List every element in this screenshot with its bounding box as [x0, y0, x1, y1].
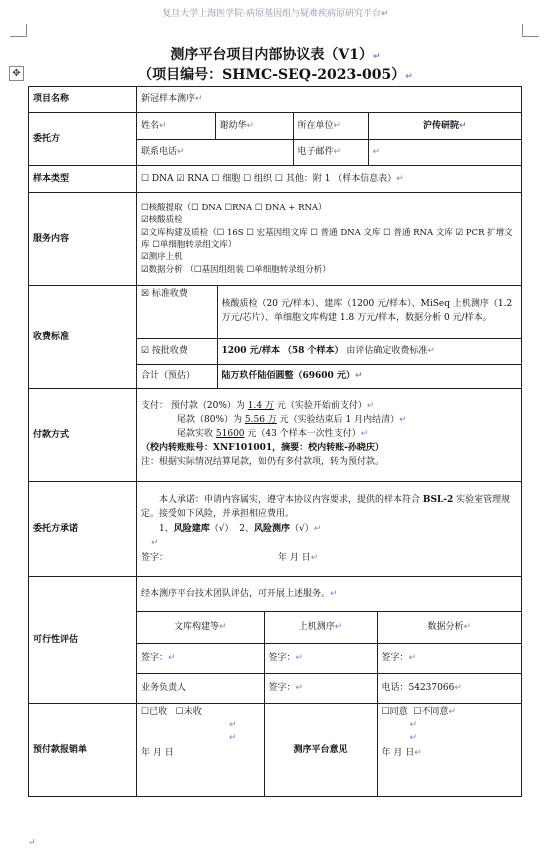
paragraph-mark-icon: ↵	[28, 838, 36, 848]
row-fee	[29, 286, 522, 389]
sign-biz-owner[interactable]: 签字：↵	[264, 673, 377, 703]
sign-sequencing[interactable]: 签字：↵	[264, 643, 377, 673]
received-amount[interactable]: 51600	[215, 429, 245, 440]
payment-label: 付款方式	[29, 389, 137, 482]
prepay-status[interactable]: ☐已收 ☐未收 ↵ ↵ 年 月 日	[137, 704, 264, 796]
feasibility-inner-table	[137, 577, 521, 703]
row-feasibility	[29, 577, 522, 704]
service-label: 服务内容	[29, 193, 137, 286]
service-line: ☐核酸提取（☐ DNA ☐RNA ☐ DNA + RNA）	[141, 203, 327, 214]
feasibility-label: 可行性评估	[29, 577, 137, 704]
crop-mark-top-left	[10, 24, 27, 37]
row-prepay	[29, 704, 522, 797]
client-name-label: 姓名↵	[137, 113, 215, 139]
payment-note: 注：根据实际情况结算尾款，如仍有多付款项，转为预付款。	[141, 456, 385, 467]
col-analysis: 数据分析↵	[377, 611, 521, 643]
sign-library[interactable]: 签字：↵	[137, 643, 264, 673]
fee-total-label: 合计（预估）	[137, 364, 217, 388]
row-commitment	[29, 482, 522, 577]
fee-inner-table	[137, 286, 521, 388]
page-header: 复旦大学上海医学院·病原基因组与疑难疾病原研究平台↵	[162, 9, 389, 19]
service-line: ☑数据分析 （☐基因组组装 ☐单细胞转录组分析）	[141, 264, 331, 275]
service-options[interactable]	[137, 193, 522, 286]
risk-sequencing[interactable]: 风险测序	[253, 523, 290, 534]
client-phone-label: 联系电话↵	[137, 139, 293, 165]
fee-batch-text: 1200 元/样本 （58 个样本） 由评估确定收费标准↵	[217, 338, 521, 364]
client-inner-table	[137, 113, 521, 165]
feasibility-intro: 经本测序平台技术团队评估，可开展上述服务。↵	[137, 577, 521, 611]
row-payment	[29, 389, 522, 482]
row-sample-type	[29, 166, 522, 193]
agreement-table	[28, 86, 522, 797]
transfer-account: （校内转账账号：XNF101001，摘要：校内转账-孙晓庆）	[141, 442, 384, 453]
service-line: ☑测序上机	[141, 252, 183, 263]
col-sequencing: 上机测序↵	[264, 611, 377, 643]
fee-label: 收费标准	[29, 286, 137, 389]
commitment-text: 本人承诺：申请内容属实，遵守本协议内容要求，提供的样本符合 BSL-2 实验室管理规定。接受如下风险，并承担相应费用。 1、风险建库（√） 2、风险测序（√）↵ ↵ 签字： 年 月 日↵	[137, 482, 522, 577]
col-library: 文库构建等↵	[137, 611, 264, 643]
project-number: （项目编号：SHMC-SEQ-2023-005）↵	[138, 67, 413, 83]
fee-total-value[interactable]: 陆万玖仟陆佰圆整（69600 元）↵	[217, 364, 521, 388]
client-label: 委托方	[29, 113, 137, 166]
client-email-value[interactable]: ↵	[368, 139, 521, 165]
client-name-value[interactable]: 谢幼华↵	[215, 113, 293, 139]
commitment-sign[interactable]: 签字：	[141, 552, 169, 563]
prepay-amount[interactable]: 1.4 万	[247, 401, 274, 412]
sample-type-label: 样本类型	[29, 166, 137, 193]
project-name-value[interactable]: 新冠样本测序↵	[137, 87, 522, 113]
sign-analysis[interactable]: 签字：↵	[377, 643, 521, 673]
row-client	[29, 113, 522, 166]
row-project-name	[29, 87, 522, 113]
platform-opinion[interactable]: ☐同意 ☐不同意↵ ↵ ↵ 年 月 日↵	[381, 707, 456, 759]
fee-standard-text: 核酸质检（20 元/样本）、建库（1200 元/样本）、MiSeq 上机测序（1.2 万元/芯片）、单细胞文库构建 1.8 万元/样本，数据分析 0 元/样本。	[217, 286, 521, 338]
service-line: ☑文库构建及质检（☐ 16S ☐ 宏基因组文库 ☐ 普通 DNA 文库 ☐ 普通 RNA 文库 ☑ PCR 扩增文库 ☐单细胞转录组文库）	[141, 227, 513, 250]
prepay-inner-table	[137, 704, 521, 796]
biz-phone: 电话：54237066↵	[377, 673, 521, 703]
prepay-label: 预付款报销单	[29, 704, 137, 797]
fee-standard-option[interactable]: ☒ 标准收费	[137, 286, 217, 338]
platform-opinion-label: 测序平台意见	[264, 704, 377, 796]
client-unit-label: 所在单位↵	[293, 113, 368, 139]
biz-owner-label: 业务负责人	[137, 673, 264, 703]
crop-mark-top-right	[522, 24, 539, 37]
fee-batch-option[interactable]: ☑ 按批收费	[137, 338, 217, 364]
sample-type-options[interactable]: ☐ DNA ☑ RNA ☐ 细胞 ☐ 组织 ☐ 其他：附 1 （样本信息表）↵	[137, 166, 522, 193]
client-unit-value[interactable]: 沪传研院↵	[368, 113, 521, 139]
risk-library[interactable]: 风险建库	[173, 523, 210, 534]
page-title: 测序平台项目内部协议表（V1）↵	[170, 47, 381, 63]
project-name-label: 项目名称	[29, 87, 137, 113]
payment-details: 支付： 预付款（20%）为 1.4 万 元（实验开始前支付）↵ 尾款（80%）为 5.56 万 元（实验结束后 1 月内结清）↵ 尾款实收 51600 元（43 个样本一次性支付）↵ （校内转账账号：XNF101001，摘要：校内转账-孙晓庆） 注：根据实际情况结算尾款，如仍有多付款项，转为预付款。	[137, 389, 522, 482]
row-service	[29, 193, 522, 286]
client-email-label: 电子邮件↵	[293, 139, 368, 165]
commitment-label: 委托方承诺	[29, 482, 137, 577]
table-move-handle-icon[interactable]: ✥	[9, 66, 24, 81]
service-line: ☑核酸质检	[141, 215, 183, 226]
final-amount[interactable]: 5.56 万	[244, 415, 277, 426]
